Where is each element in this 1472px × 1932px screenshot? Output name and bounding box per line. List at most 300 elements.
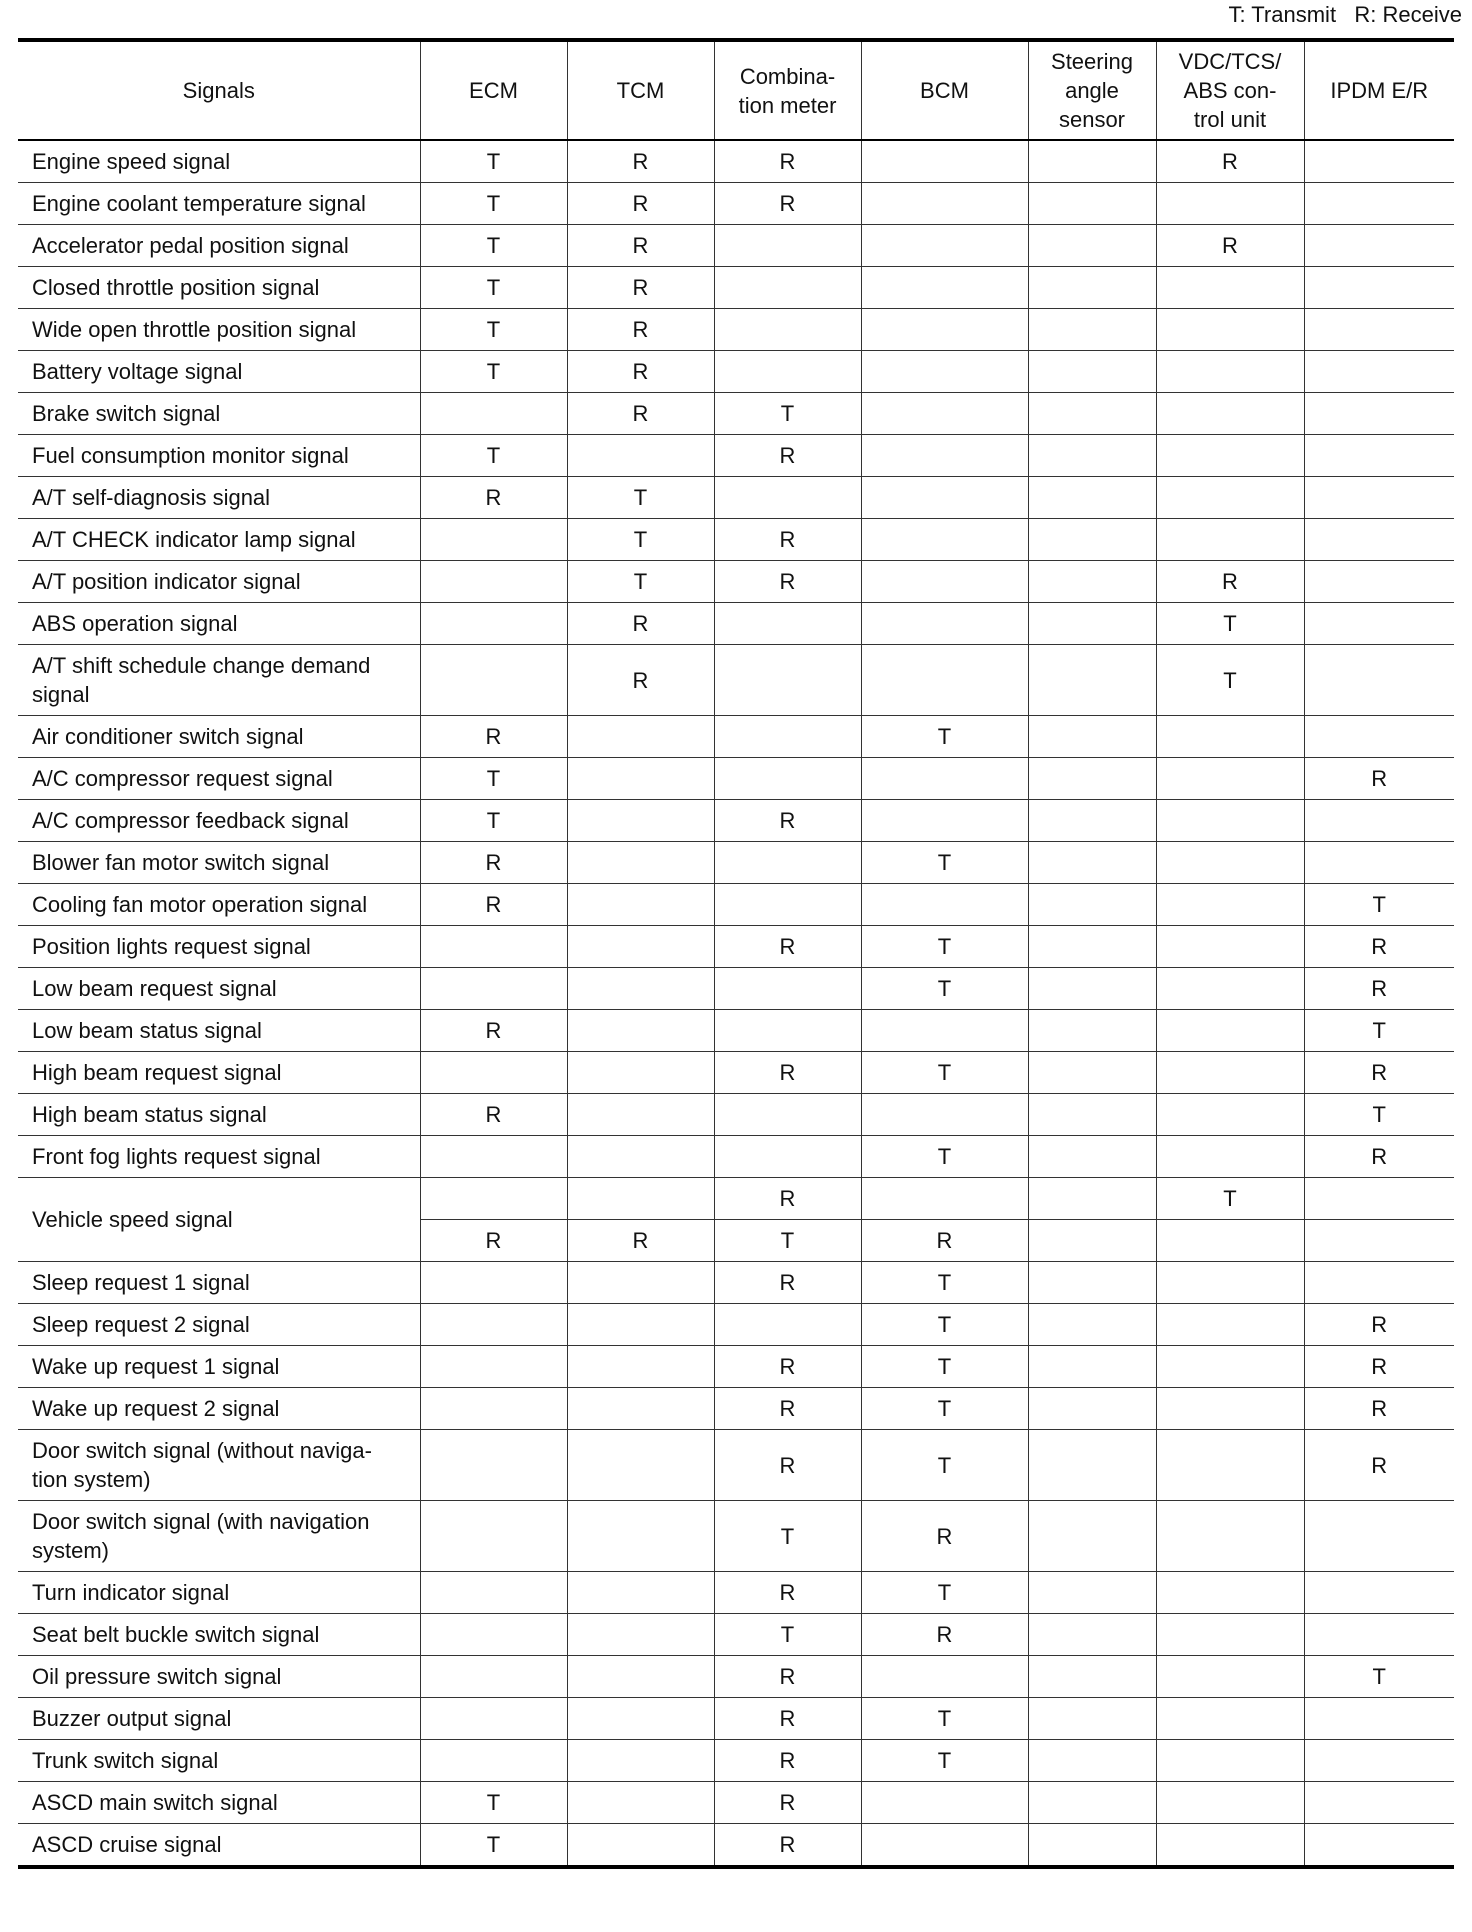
- signal-cell: R: [567, 267, 714, 309]
- table-row: [18, 800, 1454, 842]
- column-header: Steering angle sensor: [1028, 40, 1156, 140]
- signal-cell: [1156, 435, 1304, 477]
- table-row: [18, 1501, 1454, 1572]
- signal-cell: T: [861, 1136, 1028, 1178]
- signal-cell: T: [861, 926, 1028, 968]
- signal-cell: T: [714, 1501, 861, 1572]
- signal-cell: [1156, 1220, 1304, 1262]
- signal-cell: [714, 842, 861, 884]
- signal-name: ASCD cruise signal: [18, 1824, 420, 1868]
- signal-cell: T: [1156, 1178, 1304, 1220]
- signals-table: [18, 38, 1454, 1869]
- signal-cell: [420, 1501, 567, 1572]
- signal-cell: [420, 393, 567, 435]
- signal-cell: R: [861, 1501, 1028, 1572]
- signal-cell: [1028, 1430, 1156, 1501]
- signal-cell: T: [861, 842, 1028, 884]
- signal-cell: [1304, 1262, 1454, 1304]
- signal-cell: R: [1304, 1346, 1454, 1388]
- signal-cell: [714, 267, 861, 309]
- signal-cell: R: [714, 1656, 861, 1698]
- signal-cell: [1156, 1094, 1304, 1136]
- signal-cell: R: [714, 435, 861, 477]
- signal-cell: R: [714, 800, 861, 842]
- signal-cell: [861, 309, 1028, 351]
- signal-cell: R: [714, 140, 861, 183]
- signal-name: Low beam status signal: [18, 1010, 420, 1052]
- signal-cell: [1028, 758, 1156, 800]
- signal-cell: T: [420, 267, 567, 309]
- signal-cell: T: [1156, 645, 1304, 716]
- signal-cell: R: [714, 1572, 861, 1614]
- signal-cell: [420, 1262, 567, 1304]
- table-row: [18, 1572, 1454, 1614]
- signal-cell: [1028, 351, 1156, 393]
- table-row: [18, 1782, 1454, 1824]
- signal-cell: R: [567, 183, 714, 225]
- signal-cell: [567, 758, 714, 800]
- signal-cell: R: [420, 1220, 567, 1262]
- signal-cell: [1304, 645, 1454, 716]
- signal-cell: [861, 800, 1028, 842]
- signal-cell: [1156, 1010, 1304, 1052]
- signal-cell: [1028, 884, 1156, 926]
- signal-cell: [1028, 800, 1156, 842]
- table-row: [18, 884, 1454, 926]
- signal-cell: T: [567, 477, 714, 519]
- signal-cell: T: [420, 800, 567, 842]
- signal-cell: [714, 968, 861, 1010]
- signal-cell: R: [420, 716, 567, 758]
- signal-name: High beam status signal: [18, 1094, 420, 1136]
- signal-cell: [861, 1010, 1028, 1052]
- table-row: [18, 309, 1454, 351]
- signal-cell: [861, 183, 1028, 225]
- signal-cell: [567, 1824, 714, 1868]
- signal-cell: R: [714, 519, 861, 561]
- signal-cell: [567, 1614, 714, 1656]
- signal-name: Sleep request 1 signal: [18, 1262, 420, 1304]
- signal-cell: T: [861, 1262, 1028, 1304]
- signal-cell: [1156, 1262, 1304, 1304]
- signal-cell: [567, 926, 714, 968]
- signal-cell: [420, 1346, 567, 1388]
- signal-cell: [1304, 519, 1454, 561]
- signal-cell: [567, 1262, 714, 1304]
- signal-cell: [1156, 1614, 1304, 1656]
- signal-cell: [1028, 926, 1156, 968]
- signal-cell: R: [714, 1388, 861, 1430]
- signal-cell: R: [567, 1220, 714, 1262]
- signal-cell: T: [420, 309, 567, 351]
- table-body: [18, 140, 1454, 1867]
- signal-cell: [420, 1178, 567, 1220]
- signal-name: Door switch signal (with navigation system): [18, 1501, 420, 1572]
- signal-cell: R: [714, 561, 861, 603]
- signal-cell: [1028, 716, 1156, 758]
- signal-cell: R: [1304, 1052, 1454, 1094]
- table-row: [18, 225, 1454, 267]
- column-header: TCM: [567, 40, 714, 140]
- signal-cell: T: [1304, 884, 1454, 926]
- signal-cell: R: [714, 1052, 861, 1094]
- signal-cell: [714, 1094, 861, 1136]
- signal-cell: [567, 968, 714, 1010]
- signal-name: A/T shift schedule change demand signal: [18, 645, 420, 716]
- signal-cell: [1156, 842, 1304, 884]
- signal-cell: [420, 1304, 567, 1346]
- signal-cell: [1304, 603, 1454, 645]
- signal-cell: T: [420, 758, 567, 800]
- signal-cell: [420, 1430, 567, 1501]
- signal-cell: T: [1156, 603, 1304, 645]
- signal-cell: R: [714, 1430, 861, 1501]
- signal-cell: T: [861, 1388, 1028, 1430]
- table-row: [18, 1178, 1454, 1220]
- signal-cell: [1156, 968, 1304, 1010]
- signal-cell: T: [420, 351, 567, 393]
- signal-cell: [420, 561, 567, 603]
- signal-cell: [1028, 140, 1156, 183]
- signal-cell: [714, 477, 861, 519]
- table-row: [18, 393, 1454, 435]
- table-row: [18, 140, 1454, 183]
- signal-cell: R: [714, 1740, 861, 1782]
- signal-cell: [1156, 1501, 1304, 1572]
- signal-cell: [420, 1614, 567, 1656]
- signal-cell: [1156, 758, 1304, 800]
- signal-name: Fuel consumption monitor signal: [18, 435, 420, 477]
- signal-cell: [1304, 309, 1454, 351]
- signal-cell: [1028, 435, 1156, 477]
- signal-cell: [1304, 1698, 1454, 1740]
- signal-cell: [861, 225, 1028, 267]
- signal-cell: [1028, 1178, 1156, 1220]
- signal-name: Trunk switch signal: [18, 1740, 420, 1782]
- signal-cell: [1304, 1782, 1454, 1824]
- signal-cell: R: [1304, 1388, 1454, 1430]
- signal-name: Vehicle speed signal: [18, 1178, 420, 1262]
- signal-cell: [420, 1656, 567, 1698]
- signal-cell: [1304, 140, 1454, 183]
- signal-cell: [714, 603, 861, 645]
- signal-cell: R: [714, 183, 861, 225]
- signal-cell: [420, 1698, 567, 1740]
- table-row: [18, 926, 1454, 968]
- signal-cell: R: [420, 842, 567, 884]
- signal-cell: [1304, 477, 1454, 519]
- table-row: [18, 968, 1454, 1010]
- signal-name: A/T self-diagnosis signal: [18, 477, 420, 519]
- signal-cell: [1156, 1824, 1304, 1868]
- signal-cell: R: [861, 1614, 1028, 1656]
- signal-cell: [714, 645, 861, 716]
- signal-cell: [1028, 309, 1156, 351]
- signal-cell: [567, 716, 714, 758]
- signal-cell: [1304, 393, 1454, 435]
- signal-cell: T: [567, 561, 714, 603]
- signal-cell: [861, 1824, 1028, 1868]
- signal-cell: R: [420, 884, 567, 926]
- signal-cell: [1028, 225, 1156, 267]
- signal-cell: [567, 1572, 714, 1614]
- signal-cell: [1156, 1656, 1304, 1698]
- signal-cell: R: [714, 1698, 861, 1740]
- signal-cell: [861, 758, 1028, 800]
- signal-cell: [1028, 519, 1156, 561]
- signal-cell: [420, 926, 567, 968]
- signal-cell: T: [420, 183, 567, 225]
- signal-cell: [1028, 1346, 1156, 1388]
- signal-cell: R: [1156, 561, 1304, 603]
- signal-name: ABS operation signal: [18, 603, 420, 645]
- signal-cell: T: [420, 1824, 567, 1868]
- signal-name: Front fog lights request signal: [18, 1136, 420, 1178]
- signal-cell: [861, 519, 1028, 561]
- signal-cell: [1156, 309, 1304, 351]
- column-header: ECM: [420, 40, 567, 140]
- signal-cell: R: [861, 1220, 1028, 1262]
- signal-cell: [1028, 1614, 1156, 1656]
- table-row: [18, 1346, 1454, 1388]
- column-header: VDC/TCS/ ABS con- trol unit: [1156, 40, 1304, 140]
- signal-name: High beam request signal: [18, 1052, 420, 1094]
- signal-cell: [861, 267, 1028, 309]
- signal-cell: [1156, 183, 1304, 225]
- signal-cell: T: [1304, 1656, 1454, 1698]
- signal-cell: [1028, 1052, 1156, 1094]
- signal-cell: T: [861, 1698, 1028, 1740]
- signal-cell: [1304, 561, 1454, 603]
- table-row: [18, 561, 1454, 603]
- signal-cell: R: [567, 645, 714, 716]
- signal-cell: T: [714, 393, 861, 435]
- table-row: [18, 1010, 1454, 1052]
- signal-cell: [1028, 1698, 1156, 1740]
- table-header: [18, 40, 1454, 140]
- signal-cell: [1156, 477, 1304, 519]
- signal-name: Wake up request 2 signal: [18, 1388, 420, 1430]
- signal-cell: [1028, 1304, 1156, 1346]
- signal-cell: [1156, 519, 1304, 561]
- signal-cell: [714, 716, 861, 758]
- signal-cell: R: [1304, 1304, 1454, 1346]
- signal-name: Engine coolant temperature signal: [18, 183, 420, 225]
- signal-cell: R: [567, 603, 714, 645]
- column-header: IPDM E/R: [1304, 40, 1454, 140]
- signal-cell: [1028, 1094, 1156, 1136]
- signal-cell: [567, 435, 714, 477]
- signal-cell: R: [714, 1346, 861, 1388]
- signal-cell: [567, 884, 714, 926]
- table-row: [18, 477, 1454, 519]
- signal-cell: [1028, 1824, 1156, 1868]
- signal-cell: [567, 1501, 714, 1572]
- signal-cell: [1156, 1430, 1304, 1501]
- table-row: [18, 842, 1454, 884]
- table-row: [18, 519, 1454, 561]
- signal-cell: [420, 519, 567, 561]
- signal-cell: [567, 1430, 714, 1501]
- signal-cell: [1156, 267, 1304, 309]
- signal-name: Battery voltage signal: [18, 351, 420, 393]
- signal-cell: [714, 1010, 861, 1052]
- signal-cell: T: [861, 716, 1028, 758]
- signal-cell: [1028, 1136, 1156, 1178]
- signal-cell: [861, 561, 1028, 603]
- signal-cell: [1304, 842, 1454, 884]
- signal-cell: [567, 1136, 714, 1178]
- column-header: BCM: [861, 40, 1028, 140]
- signal-cell: [567, 1010, 714, 1052]
- signal-cell: R: [714, 1824, 861, 1868]
- signal-name: Brake switch signal: [18, 393, 420, 435]
- signal-cell: R: [420, 477, 567, 519]
- signal-cell: [1156, 716, 1304, 758]
- column-header: Combina- tion meter: [714, 40, 861, 140]
- signal-cell: R: [714, 1782, 861, 1824]
- signal-cell: R: [567, 351, 714, 393]
- signal-cell: [1156, 1052, 1304, 1094]
- signal-cell: [714, 351, 861, 393]
- table-row: [18, 1430, 1454, 1501]
- table-row: [18, 183, 1454, 225]
- table-row: [18, 716, 1454, 758]
- signal-cell: [861, 435, 1028, 477]
- signal-cell: [1028, 1501, 1156, 1572]
- signal-name: ASCD main switch signal: [18, 1782, 420, 1824]
- signal-name: Oil pressure switch signal: [18, 1656, 420, 1698]
- signal-cell: [861, 1656, 1028, 1698]
- table-row: [18, 435, 1454, 477]
- signal-cell: [420, 645, 567, 716]
- column-header: Signals: [18, 40, 420, 140]
- signal-name: Position lights request signal: [18, 926, 420, 968]
- signal-name: Buzzer output signal: [18, 1698, 420, 1740]
- signal-cell: [1156, 1388, 1304, 1430]
- table-row: [18, 1740, 1454, 1782]
- signal-cell: T: [1304, 1010, 1454, 1052]
- signal-cell: [1156, 1782, 1304, 1824]
- signal-name: Door switch signal (without naviga- tion system): [18, 1430, 420, 1501]
- signal-cell: [567, 1304, 714, 1346]
- signal-cell: T: [714, 1220, 861, 1262]
- signal-cell: T: [567, 519, 714, 561]
- signal-cell: [1156, 1304, 1304, 1346]
- signal-name: Seat belt buckle switch signal: [18, 1614, 420, 1656]
- signal-name: Turn indicator signal: [18, 1572, 420, 1614]
- signal-cell: R: [420, 1094, 567, 1136]
- signal-cell: [714, 309, 861, 351]
- signal-cell: R: [1156, 140, 1304, 183]
- signal-cell: [1028, 1220, 1156, 1262]
- signal-cell: [1028, 1782, 1156, 1824]
- signal-cell: R: [567, 140, 714, 183]
- signal-cell: [567, 1052, 714, 1094]
- table-row: [18, 1262, 1454, 1304]
- signal-cell: [861, 351, 1028, 393]
- signal-cell: T: [420, 435, 567, 477]
- signal-cell: T: [1304, 1094, 1454, 1136]
- signal-cell: R: [567, 225, 714, 267]
- table-row: [18, 267, 1454, 309]
- signal-cell: T: [861, 1572, 1028, 1614]
- legend: T: Transmit R: Receive: [1228, 2, 1462, 27]
- signal-cell: R: [1156, 225, 1304, 267]
- signal-name: A/C compressor feedback signal: [18, 800, 420, 842]
- signal-cell: [1028, 477, 1156, 519]
- table-row: [18, 1094, 1454, 1136]
- signal-cell: [714, 1136, 861, 1178]
- signal-cell: [1028, 1656, 1156, 1698]
- signal-cell: [420, 1740, 567, 1782]
- signal-cell: [1028, 603, 1156, 645]
- signal-cell: [567, 1094, 714, 1136]
- signal-cell: [861, 1178, 1028, 1220]
- signal-cell: R: [714, 1178, 861, 1220]
- signal-cell: [1156, 800, 1304, 842]
- signal-cell: [714, 1304, 861, 1346]
- signal-cell: [861, 645, 1028, 716]
- signal-cell: [420, 1136, 567, 1178]
- signal-cell: [1028, 968, 1156, 1010]
- signal-cell: R: [420, 1010, 567, 1052]
- signal-cell: [1304, 1572, 1454, 1614]
- signal-name: Accelerator pedal position signal: [18, 225, 420, 267]
- signal-cell: [567, 1178, 714, 1220]
- signal-cell: [1304, 225, 1454, 267]
- signal-cell: [1156, 926, 1304, 968]
- signal-cell: [567, 842, 714, 884]
- signal-cell: [420, 1572, 567, 1614]
- signal-name: Closed throttle position signal: [18, 267, 420, 309]
- signal-cell: R: [1304, 1430, 1454, 1501]
- signal-cell: [714, 884, 861, 926]
- signal-cell: [1304, 1824, 1454, 1868]
- signal-cell: [1156, 1572, 1304, 1614]
- signal-cell: [1028, 1262, 1156, 1304]
- signal-cell: [1028, 1740, 1156, 1782]
- signal-cell: [1028, 645, 1156, 716]
- table-row: [18, 351, 1454, 393]
- signal-cell: [1156, 1698, 1304, 1740]
- signal-cell: T: [861, 1346, 1028, 1388]
- signal-name: Wide open throttle position signal: [18, 309, 420, 351]
- signal-cell: [1028, 1572, 1156, 1614]
- signal-cell: [861, 603, 1028, 645]
- signal-cell: R: [1304, 968, 1454, 1010]
- signal-cell: [567, 1740, 714, 1782]
- signal-cell: [714, 758, 861, 800]
- table-row: [18, 603, 1454, 645]
- signal-cell: [861, 477, 1028, 519]
- signal-cell: [1304, 716, 1454, 758]
- signal-cell: [1028, 561, 1156, 603]
- signal-name: Blower fan motor switch signal: [18, 842, 420, 884]
- signal-name: A/C compressor request signal: [18, 758, 420, 800]
- table-row: [18, 1304, 1454, 1346]
- signal-cell: [420, 1388, 567, 1430]
- table-row: [18, 1824, 1454, 1868]
- signal-cell: [1304, 1614, 1454, 1656]
- signal-cell: [1156, 351, 1304, 393]
- signal-cell: T: [420, 1782, 567, 1824]
- signal-cell: [1304, 1501, 1454, 1572]
- signal-cell: [420, 968, 567, 1010]
- signal-cell: [1304, 1178, 1454, 1220]
- signal-cell: [1304, 800, 1454, 842]
- signal-cell: [567, 1388, 714, 1430]
